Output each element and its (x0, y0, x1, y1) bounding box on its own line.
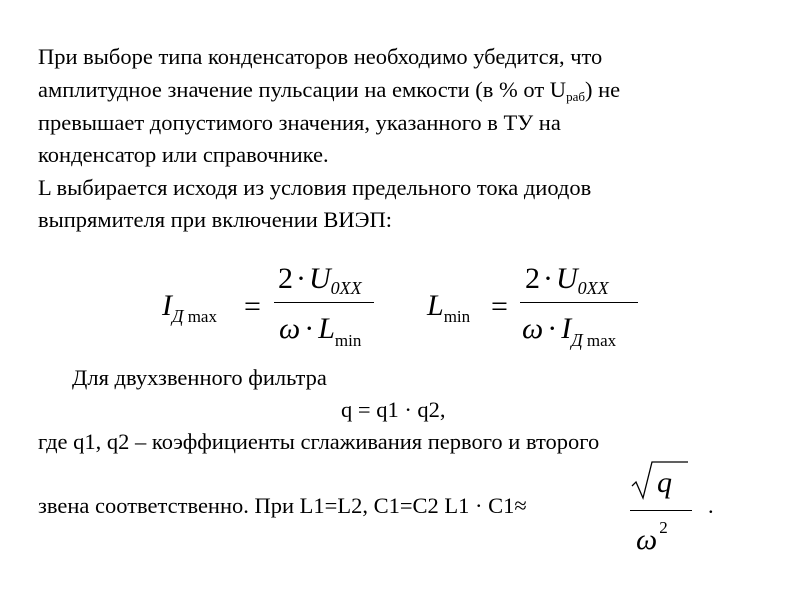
formula-2-den-sub: Д (571, 330, 583, 350)
condition-end-period: . (708, 493, 714, 518)
formula-1-denominator (279, 312, 361, 351)
formula-1-den-sub: min (334, 331, 362, 350)
coefficients-definition: где q1, q2 – коэффициенты сглаживания первого и второго (38, 429, 600, 454)
formula-2-lhs-var: L (427, 289, 444, 322)
formula-1-den-dot: · (304, 312, 315, 345)
formula-2-lhs (427, 289, 470, 327)
formula-3-numerator: q (657, 466, 672, 499)
formula-2-den-dot: · (547, 312, 558, 345)
formula-2-den-omega: ω (522, 312, 544, 345)
formula-2-equals: = (491, 290, 508, 323)
formula-2-num-dot: · (543, 262, 553, 295)
formula-1-lhs (162, 289, 217, 327)
text-line-3: превышает допустимого значения, указанного в ТУ на (38, 110, 561, 135)
formula-1-num-var: U (309, 262, 331, 295)
formula-3-fraction-line (630, 510, 692, 511)
formula-1-lhs-sub: Д (172, 306, 184, 326)
formula-2-num-var: U (556, 262, 578, 295)
formula-2-den-sub-max: max (582, 331, 617, 350)
formula-3-den-omega: ω (636, 523, 658, 556)
formula-1-num-dot: · (296, 262, 306, 295)
formula-2-num-coef: 2 (525, 262, 540, 295)
formula-2-lhs-sub: min (443, 307, 471, 326)
formula-1-lhs-var: I (162, 289, 172, 322)
text-line-1: При выборе типа конденсаторов необходимо убедится, что (38, 44, 603, 69)
formula-2-num-sub: 0XX (577, 278, 609, 298)
formula-2-fraction-line (520, 302, 638, 303)
text-line-5: L выбирается исходя из условия предельного тока диодов (38, 175, 592, 200)
formula-2-den-var: I (561, 312, 572, 345)
formula-1-lhs-sub-max: max (183, 307, 217, 326)
formula-1-numerator (278, 262, 362, 299)
formula-1-num-sub: 0XX (330, 278, 362, 298)
text-line-4: конденсатор или справочнике. (38, 142, 329, 167)
filter-heading: Для двухзвенного фильтра (72, 365, 327, 390)
text-line-2-sub: раб (566, 89, 585, 104)
condition-text: звена соответственно. При L1=L2, C1=C2 L1 · C1≈ (38, 493, 527, 518)
formula-1-den-var: L (318, 312, 335, 345)
formula-3-denominator (636, 518, 668, 557)
filter-product-formula: q = q1 · q2, (341, 397, 446, 422)
formula-2-denominator (522, 312, 616, 351)
text-line-2 (38, 79, 620, 103)
text-line-6: выпрямителя при включении ВИЭП: (38, 207, 393, 232)
formula-2-numerator (525, 262, 609, 299)
text-line-2-pre: амплитудное значение пульсации на емкости (в % от U (38, 77, 567, 102)
formula-3-den-exponent: 2 (659, 518, 668, 537)
formula-1-fraction-line (274, 302, 374, 303)
formula-1-equals: = (244, 290, 261, 323)
formula-1-num-coef: 2 (278, 262, 293, 295)
formula-1-den-omega: ω (279, 312, 301, 345)
text-line-2-post: ) не (584, 77, 621, 102)
